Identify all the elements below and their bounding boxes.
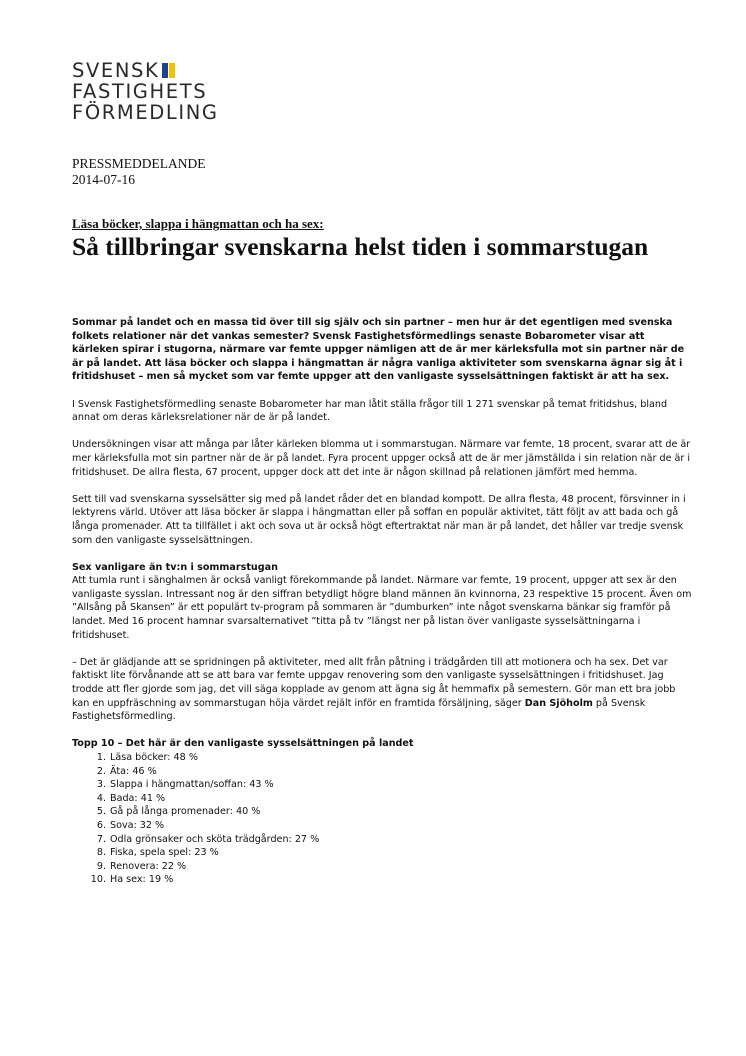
list-item-number: 3.	[96, 779, 106, 791]
list-item-text: Odla grönsaker och sköta trädgården: 27 %	[110, 833, 320, 845]
quote-speaker: Dan Sjöholm	[524, 697, 593, 709]
list-item	[94, 792, 692, 806]
list-item-text: Sova: 32 %	[110, 819, 165, 831]
list-item-text: Äta: 46 %	[110, 765, 157, 777]
list-item-number: 2.	[96, 765, 106, 777]
list-item-text: Slappa i hängmattan/soffan: 43 %	[110, 779, 274, 791]
list-item-number: 8.	[96, 847, 106, 859]
top10-heading: Topp 10 – Det här är den vanligaste sysselsättningen på landet	[72, 738, 414, 750]
article-body	[72, 316, 692, 887]
list-item	[94, 819, 692, 833]
top10-list	[72, 751, 692, 887]
headline: Så tillbringar svenskarna helst tiden i sommarstugan	[72, 232, 649, 261]
list-item-text: Renovera: 22 %	[110, 860, 187, 872]
paragraph-3: Sett till vad svenskarna sysselsätter sig med på landet råder det en blandad kompott. De allra flesta, 48 procent, försvinner in i lektyrens värld. Utöver att läsa böcker är slappa i hängmattan eller på soffan en populär aktivitet, tätt följt av att bada och gå långa promenader. Att ta tillfället i akt och sova ut är också högt eftertraktat när man är på landet, det håller var tredje svensk som den vanligaste sysselsättningen.	[72, 493, 686, 546]
logo-line-2: FASTIGHETS	[72, 80, 208, 103]
press-release-header	[72, 156, 206, 188]
paragraph-2: Undersökningen visar att många par låter kärleken blomma ut i sommarstugan. Närmare var femte, 18 procent, svarar att de är mer kärleksfulla mot sin partner när de är på landet. Fyra procent uppger också att de är mer jämställda i sin relation när de är i fritidshuset. De allra flesta, 67 procent, uppger dock att det inte är någon skillnad på relationen jämfört med hemma.	[72, 439, 691, 478]
lead-paragraph: Sommar på landet och en massa tid över till sig själv och sin partner – men hur är det egentligen med svenska folkets relationer när det vankas semester? Svensk Fastighetsförmedlings senaste Bobarometer visar att kärleken spirar i stugorna, närmare var femte uppger nämligen att de är mer kärleksfulla mot sin partner när de är på landet. Att läsa böcker och slappa i hängmattan är några vanliga aktiviteter som svenskarna ägnar sig åt i fritidshuset – men så mycket som var femte uppger att den vanligaste sysselsättningen faktiskt är att ha sex.	[72, 317, 685, 383]
list-item-text: Ha sex: 19 %	[110, 874, 174, 886]
list-item	[94, 860, 692, 874]
company-logo	[72, 60, 219, 123]
section-heading: Sex vanligare än tv:n i sommarstugan	[72, 561, 278, 573]
quote-suffix: på Svensk Fastighetsförmedling.	[72, 697, 646, 723]
list-item	[94, 805, 692, 819]
list-item-text: Gå på långa promenader: 40 %	[110, 806, 261, 818]
quote-text: – Det är glädjande att se spridningen på aktiviteter, med allt från påtning i trädgården till att motionera och ha sex. Det var faktiskt lite förvånande att se att bara var femte uppgav renovering som den vanligaste sysselsättningen i fritidshuset. Jag trodde att fler gjorde som jag, det vill säga kopplade av genom att ägna sig åt hemmafix på semestern. Gör man ett bra jobb kan en uppfräschning av sommarstugan höja värdet rejält inför en framtida försäljning, säger	[72, 656, 676, 709]
list-item	[94, 751, 692, 765]
list-item-number: 1.	[96, 752, 106, 763]
list-item-number: 9.	[96, 860, 106, 872]
list-item	[94, 833, 692, 847]
list-item	[94, 765, 692, 779]
logo-line-3: FÖRMEDLING	[72, 101, 219, 124]
list-item-number: 10.	[90, 874, 106, 886]
list-item-number: 6.	[96, 819, 106, 831]
list-item	[94, 846, 692, 860]
list-item	[90, 873, 692, 887]
list-item	[94, 778, 692, 792]
logo-line-1	[72, 60, 219, 81]
swedish-flag-icon	[162, 63, 175, 78]
section-paragraph: Att tumla runt i sänghalmen är också vanligt förekommande på landet. Närmare var femte, 19 procent, uppger att sex är den vanligaste sysslan. Intressant nog är den siffran betydligt högre bland männen än kvinnorna, 23 respektive 15 procent. Även om ”Allsång på Skansen” är ett populärt tv-program på sommaren är ”dumburken” inte något svenskarna bänkar sig framför på landet. Med 16 procent hamnar svarsalternativet ”titta på tv ”längst ner på listan över vanligaste sysselsättningarna i fritidshuset.	[72, 575, 692, 641]
list-item-text: Fiska, spela spel: 23 %	[110, 847, 219, 859]
paragraph-1: I Svensk Fastighetsförmedling senaste Bobarometer har man låtit ställa frågor till 1 271 svenskar på temat fritidshus, bland annat om deras kärleksrelationer när de är på landet.	[72, 398, 668, 424]
list-item-number: 7.	[96, 833, 106, 845]
kicker-line: Läsa böcker, slappa i hängmattan och ha sex:	[72, 216, 324, 231]
press-release-label: PRESSMEDDELANDE	[72, 156, 206, 171]
list-item-text: Bada: 41 %	[110, 792, 166, 804]
list-item-number: 5.	[96, 806, 106, 818]
list-item-text: Läsa böcker: 48 %	[110, 752, 198, 763]
press-release-date: 2014-07-16	[72, 172, 135, 187]
quote-paragraph	[72, 656, 692, 724]
list-item-number: 4.	[96, 792, 106, 804]
logo-text-svensk: SVENSK	[72, 59, 160, 82]
